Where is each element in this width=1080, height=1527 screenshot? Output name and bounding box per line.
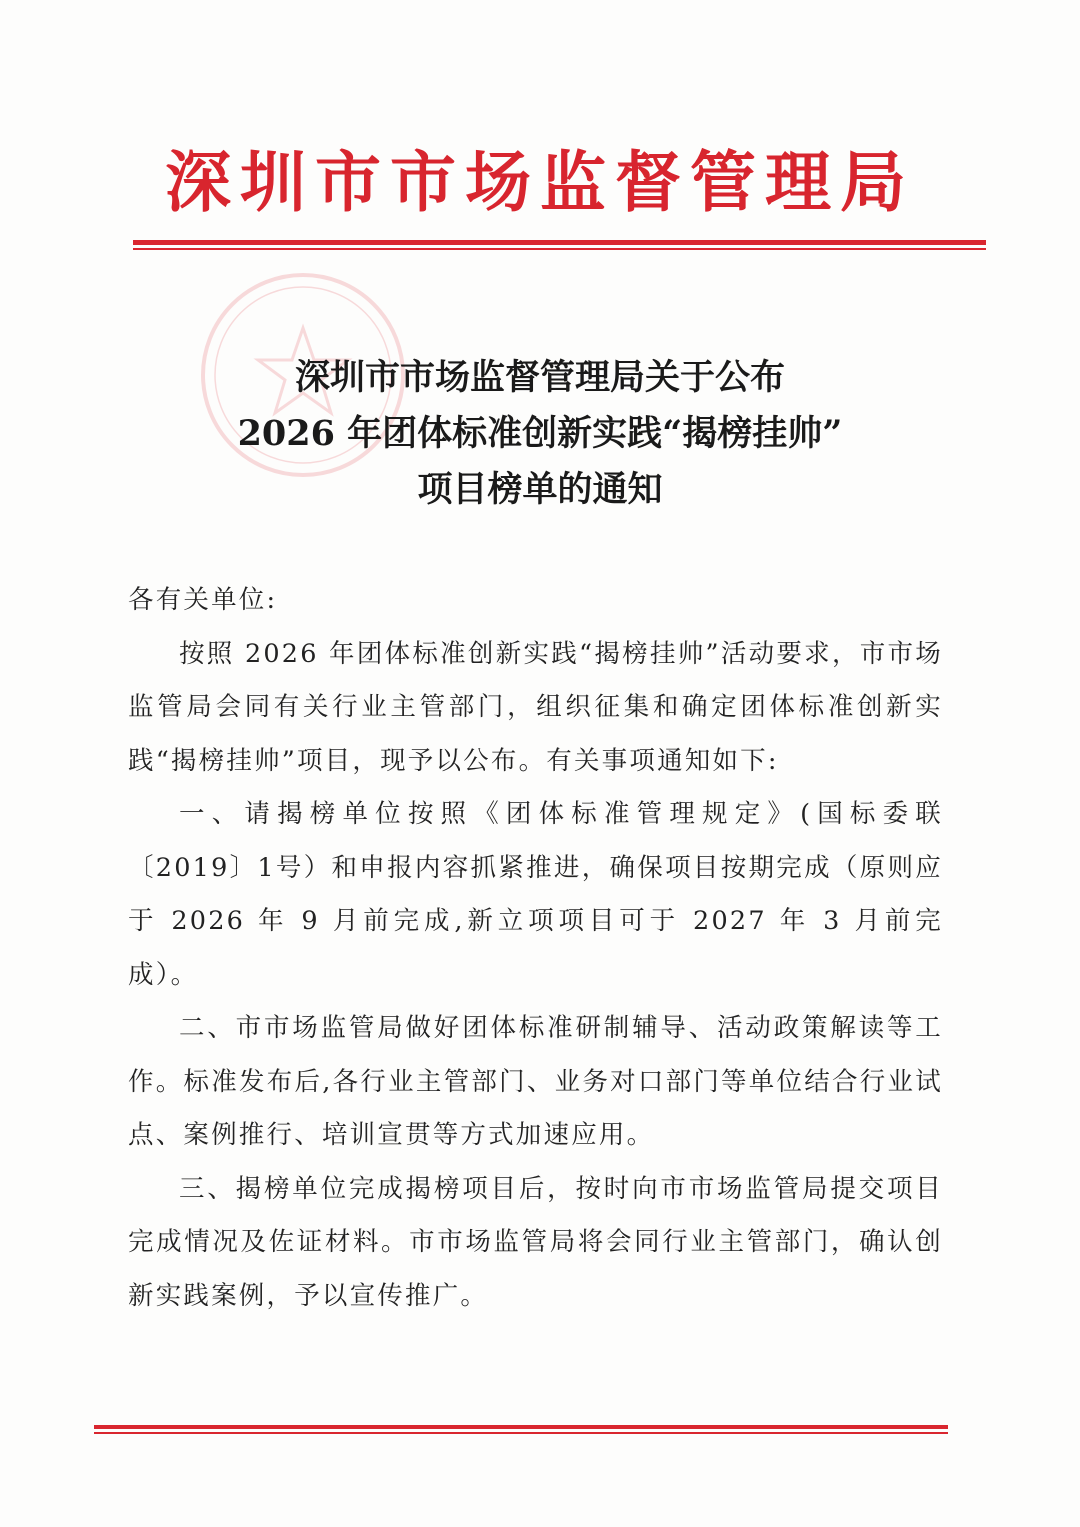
title-line-2: 2026 年团体标准创新实践“揭榜挂帅” (237, 413, 843, 454)
salutation: 各有关单位: (128, 585, 278, 615)
footer-rule-thick (94, 1425, 948, 1429)
intro-paragraph: 按照 2026 年团体标准创新实践“揭榜挂帅”活动要求，市市场监管局会同有关行业主管部门，组织征集和确定团体标准创新实践“揭榜挂帅”项目，现予以公布。有关事项通知如下: (128, 638, 943, 776)
title-line-3: 项目榜单的通知 (417, 469, 663, 510)
issuer-masthead: 深圳市市场监督管理局 (165, 144, 915, 221)
item-one-paragraph: 一、请揭榜单位按照《团体标准管理规定》(国标委联〔2019〕1号）和申报内容抓紧推进，确保项目按期完成（原则应于 2026 年 9 月前完成,新立项项目可于 2027 年 3 月前完成）。 (128, 799, 943, 990)
title-line-1: 深圳市市场监督管理局关于公布 (294, 357, 785, 398)
item-two-paragraph: 二、市市场监管局做好团体标准研制辅导、活动政策解读等工作。标准发布后,各行业主管部门、业务对口部门等单位结合行业试点、案例推行、培训宣贯等方式加速应用。 (128, 1013, 943, 1150)
header-rule-thin (133, 248, 986, 250)
footer-rule-thin (94, 1432, 948, 1434)
document-title (0, 350, 1080, 518)
header-rule-thick (133, 240, 986, 245)
item-three-paragraph: 三、揭榜单位完成揭榜项目后，按时向市市场监管局提交项目完成情况及佐证材料。市市场监管局将会同行业主管部门，确认创新实践案例，予以宣传推广。 (128, 1173, 943, 1311)
notice-body (128, 574, 943, 1323)
